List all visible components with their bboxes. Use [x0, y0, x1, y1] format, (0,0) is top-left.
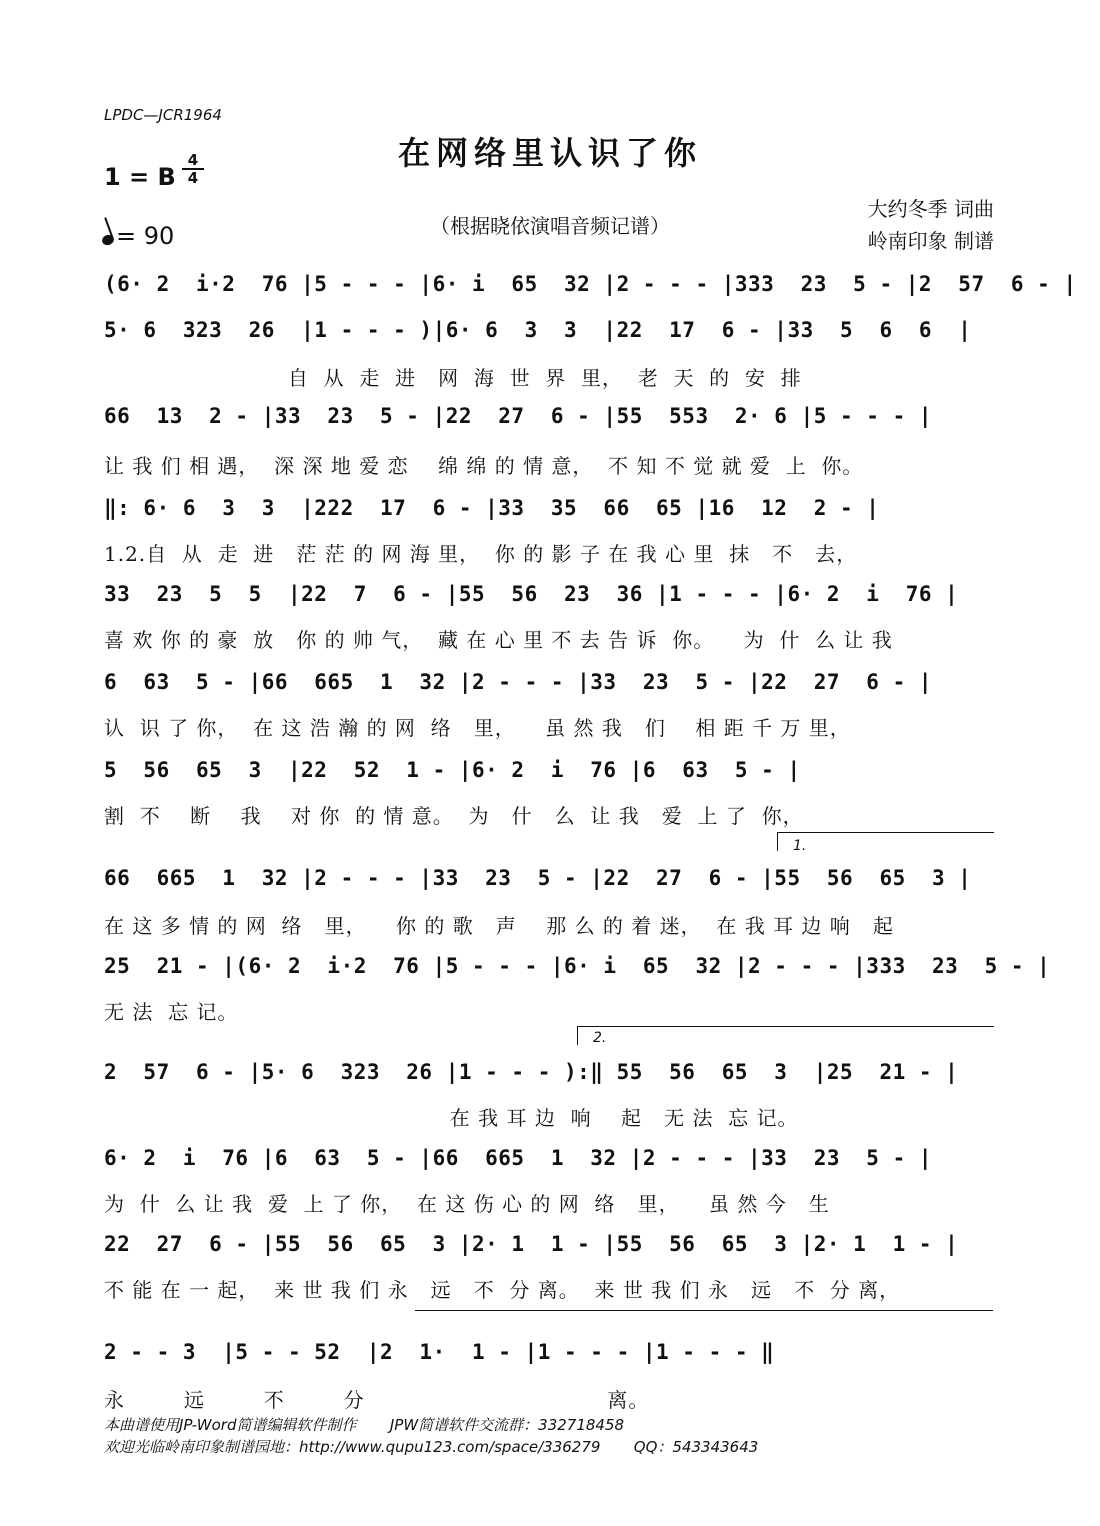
subtitle: （根据晓依演唱音频记谱）: [430, 214, 670, 238]
lyric-row: 不 能 在 一 起， 来 世 我 们 永 远 不 分 离。 来 世 我 们 永 远 不 分 离，: [104, 1278, 901, 1302]
score-row: (6· 2 i·2 76 |5 - - - |6· i 65 32 |2 - - - |333 23 5 - |2 57 6 - |: [104, 272, 1077, 296]
key-signature: 1 = B: [104, 163, 176, 191]
lyric-row: 永 远 不 分 离。: [104, 1388, 650, 1412]
meter-top: 4: [182, 152, 204, 170]
lyric-row: 1.2.自 从 走 进 茫 茫 的 网 海 里， 你 的 影 子 在 我 心 里 抹 不 去，: [104, 542, 858, 566]
lyric-row: 让 我 们 相 遇， 深 深 地 爱 恋 绵 绵 的 情 意， 不 知 不 觉 就 爱 上 你。: [104, 454, 864, 478]
score-row: 66 13 2 - |33 23 5 - |22 27 6 - |55 553 2· 6 |5 - - - |: [104, 404, 933, 428]
lyric-row: 割 不 断 我 对 你 的 情 意。 为 什 么 让 我 爱 上 了 你，: [104, 804, 804, 828]
score-row: 2 - - 3 |5 - - 52 |2 1· 1 - |1 - - - |1 - - - ‖: [104, 1340, 775, 1364]
lyric-row: 喜 欢 你 的 豪 放 你 的 帅 气， 藏 在 心 里 不 去 告 诉 你。 为 什 么 让 我: [104, 628, 893, 652]
lyric-row: 在 这 多 情 的 网 络 里， 你 的 歌 声 那 么 的 着 迷， 在 我 耳 边 响 起: [104, 914, 894, 938]
lyric-row: 无 法 忘 记。: [104, 1000, 239, 1024]
tempo-value: = 90: [116, 222, 175, 250]
meter-bottom: 4: [187, 169, 199, 187]
score-row: 66 665 1 32 |2 - - - |33 23 5 - |22 27 6 - |55 56 65 3 |: [104, 866, 972, 890]
score-row: 6· 2 i 76 |6 63 5 - |66 665 1 32 |2 - - - |33 23 5 - |: [104, 1146, 933, 1170]
score-row: 6 63 5 - |66 665 1 32 |2 - - - |33 23 5 - |22 27 6 - |: [104, 670, 933, 694]
song-title: 在网络里认识了你: [397, 134, 702, 172]
footer-line-2: 欢迎光临岭南印象制谱园地：http://www.qupu123.com/space/336279 QQ：543343643: [104, 1438, 759, 1456]
score-row: 2 57 6 - |5· 6 323 26 |1 - - - ):‖ 55 56 65 3 |25 21 - |: [104, 1060, 959, 1084]
score-row: 33 23 5 5 |22 7 6 - |55 56 23 36 |1 - - - |6· 2 i 76 |: [104, 582, 959, 606]
lyric-row: 自 从 走 进 网 海 世 界 里， 老 天 的 安 排: [104, 366, 802, 390]
footer-line-1: 本曲谱使用JP-Word简谱编辑软件制作 JPW简谱软件交流群：332718458: [104, 1416, 625, 1434]
volta-label-second: 2.: [593, 1030, 607, 1046]
score-row: 22 27 6 - |55 56 65 3 |2· 1 1 - |55 56 65 3 |2· 1 1 - |: [104, 1232, 959, 1256]
score-row: ‖: 6· 6 3 3 |222 17 6 - |33 35 66 65 |16 12 2 - |: [104, 496, 880, 520]
credit-arranger: 岭南印象 制谱: [867, 229, 994, 253]
score-code: LPDC—JCR1964: [104, 106, 222, 124]
volta-bracket-second: [577, 1026, 994, 1045]
time-signature: [182, 152, 204, 186]
lyric-row: 认 识 了 你， 在 这 浩 瀚 的 网 络 里， 虽 然 我 们 相 距 千 万 里，: [104, 716, 851, 740]
volta-label-first: 1.: [793, 838, 807, 854]
credit-lyrics-music: 大约冬季 词曲: [867, 197, 994, 221]
score-row: 25 21 - |(6· 2 i·2 76 |5 - - - |6· i 65 32 |2 - - - |333 23 5 - |: [104, 954, 1051, 978]
score-row: 5· 6 323 26 |1 - - - )|6· 6 3 3 |22 17 6 - |33 5 6 6 |: [104, 318, 972, 342]
tie-arc-line: [415, 1310, 993, 1329]
lyric-row: 在 我 耳 边 响 起 无 法 忘 记。: [104, 1106, 799, 1130]
score-row: 5 56 65 3 |22 52 1 - |6· 2 i 76 |6 63 5 - |: [104, 758, 801, 782]
lyric-row: 为 什 么 让 我 爱 上 了 你， 在 这 伤 心 的 网 络 里， 虽 然 今 生: [104, 1192, 830, 1216]
volta-bracket-first: [777, 832, 994, 851]
